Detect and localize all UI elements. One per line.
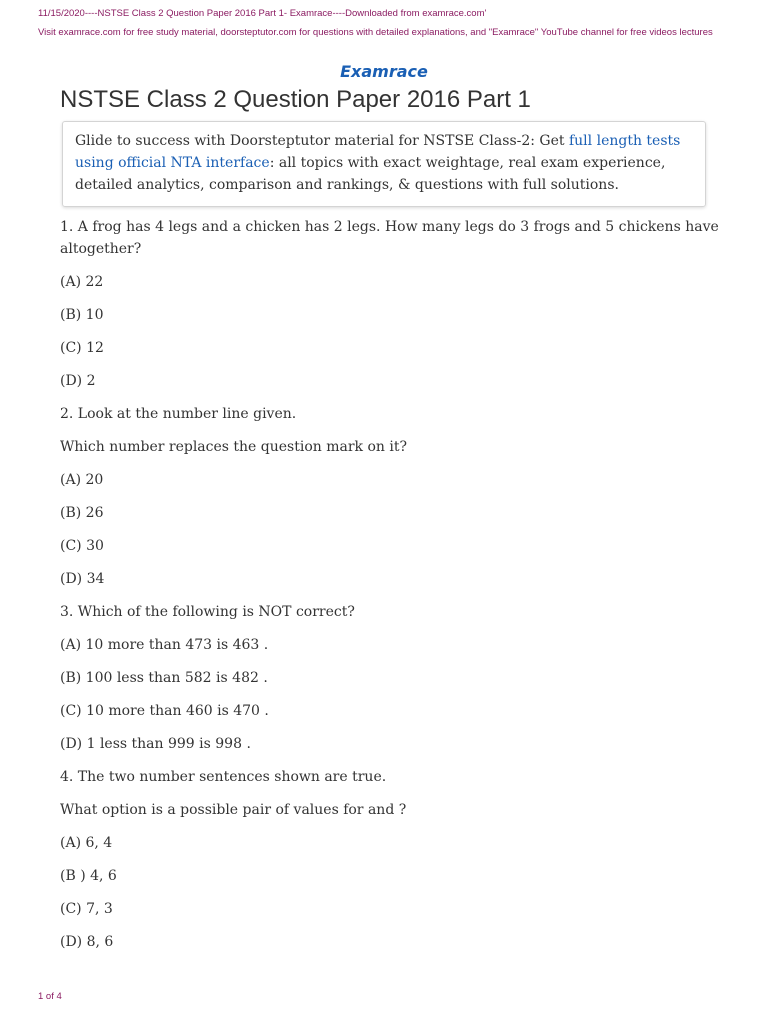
page-title: NSTSE Class 2 Question Paper 2016 Part 1	[60, 86, 531, 113]
question-3-option-a: (A) 10 more than 473 is 463 .	[60, 637, 269, 653]
page-number: 1 of 4	[38, 991, 62, 1002]
promo-prefix: Glide to success with Doorsteptutor material for NSTSE Class-2: Get	[75, 133, 569, 149]
question-1-option-c: (C) 12	[60, 340, 104, 356]
question-1-option-d: (D) 2	[60, 373, 96, 389]
question-2-option-c: (C) 30	[60, 538, 104, 554]
question-1-option-b: (B) 10	[60, 307, 104, 323]
question-3-option-b: (B) 100 less than 582 is 482 .	[60, 670, 268, 686]
question-4-option-a: (A) 6, 4	[60, 835, 113, 851]
questions-content	[60, 216, 720, 964]
brand-logo-text: Examrace	[340, 62, 428, 81]
site-notice: Visit examrace.com for free study material, doorsteptutor.com for questions with detailed explanations, and "Examrace" YouTube channel for free videos lectures	[38, 27, 713, 38]
question-3-text: 3. Which of the following is NOT correct?	[60, 604, 355, 620]
promo-box	[62, 121, 706, 207]
question-3-option-d: (D) 1 less than 999 is 998 .	[60, 736, 251, 752]
question-3-option-c: (C) 10 more than 460 is 470 .	[60, 703, 269, 719]
question-2-option-b: (B) 26	[60, 505, 104, 521]
promo-link[interactable]: full length tests using official NTA interface	[75, 133, 681, 171]
question-4-text: 4. The two number sentences shown are true.	[60, 769, 387, 785]
question-4-option-d: (D) 8, 6	[60, 934, 114, 950]
page-header-line: 11/15/2020----NSTSE Class 2 Question Paper 2016 Part 1- Examrace----Downloaded from examrace.com'	[38, 8, 487, 19]
question-2-text: 2. Look at the number line given.	[60, 406, 297, 422]
question-4-option-c: (C) 7, 3	[60, 901, 113, 917]
question-4-option-b: (B ) 4, 6	[60, 868, 117, 884]
question-2-option-a: (A) 20	[60, 472, 104, 488]
promo-suffix: : all topics with exact weightage, real exam experience, detailed analytics, comparison and rankings, & questions with full solutions.	[75, 155, 666, 193]
question-2-subtext: Which number replaces the question mark on it?	[60, 439, 407, 455]
question-1-text: 1. A frog has 4 legs and a chicken has 2 legs. How many legs do 3 frogs and 5 chickens have altogether?	[60, 219, 719, 257]
question-1-option-a: (A) 22	[60, 274, 104, 290]
question-2-option-d: (D) 34	[60, 571, 105, 587]
question-4-subtext: What option is a possible pair of values for and ?	[60, 802, 407, 818]
